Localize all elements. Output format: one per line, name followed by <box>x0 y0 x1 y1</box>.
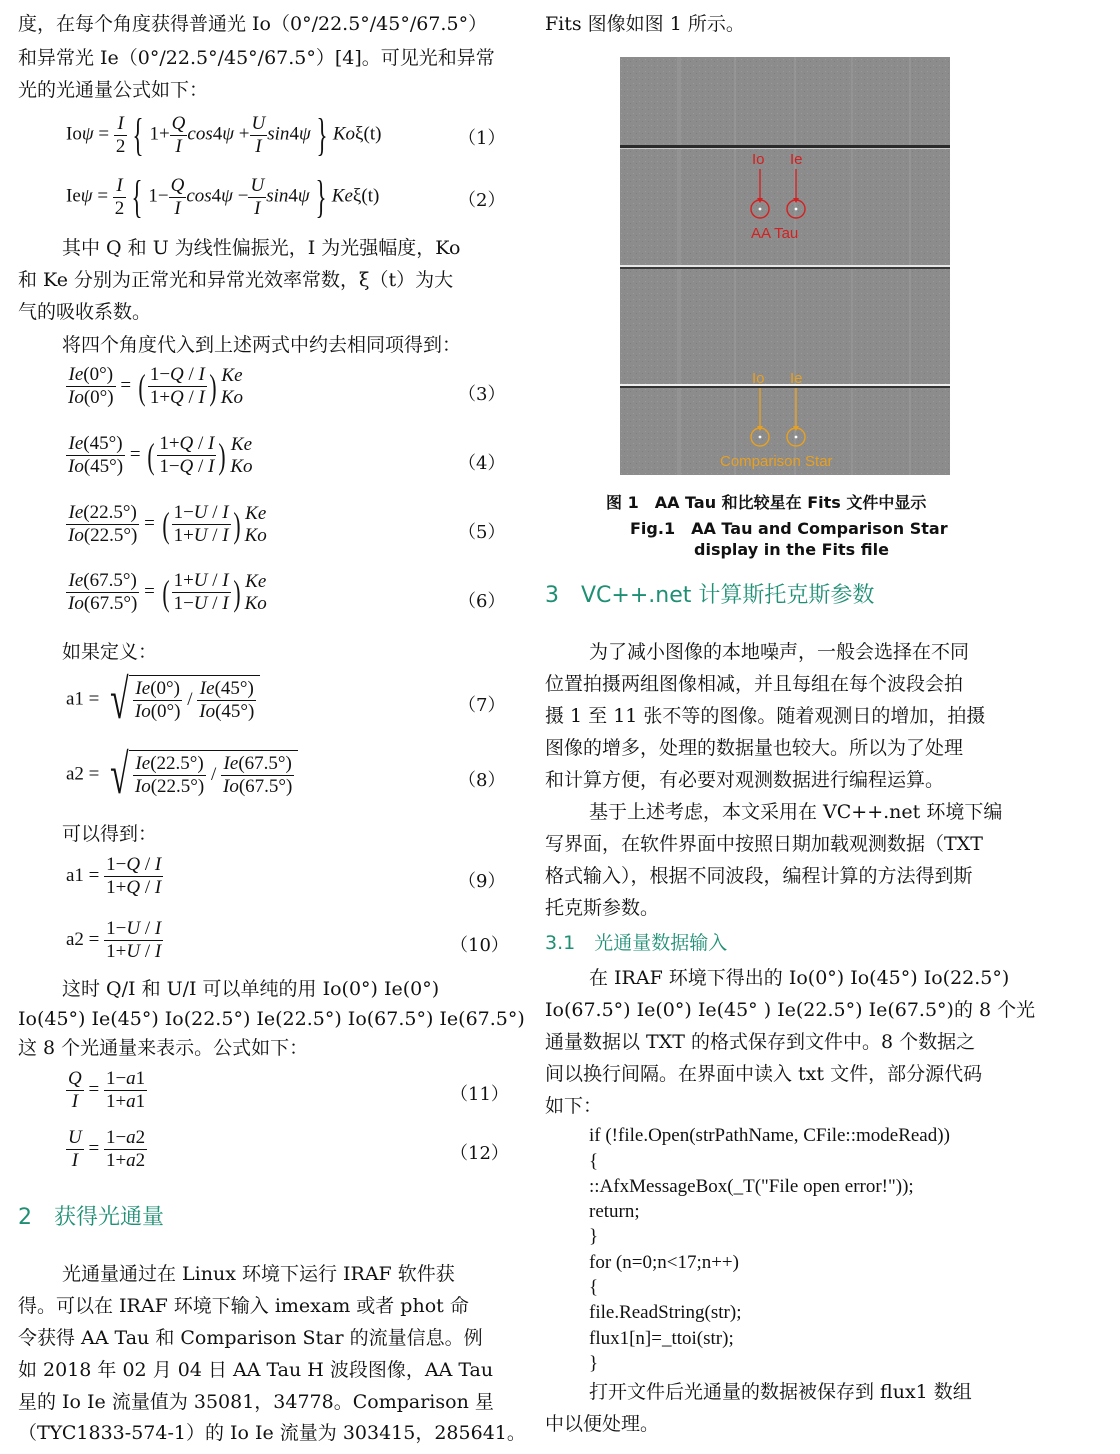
label-io-red: Io <box>752 151 765 168</box>
code-line: if (!file.Open(strPathName, CFile::modeRead)) <box>589 1125 950 1146</box>
text-line: 可以得到： <box>62 823 158 845</box>
label-io-orange: Io <box>752 370 765 387</box>
text-line: 托克斯参数。 <box>545 897 660 919</box>
equation-1: Ioψ = $\frac{I}{2}$ { 1+ $\frac{Q}{I}$ cos4ψ + $\frac{U}{I}$ sin4ψ } Koξ(t) <box>66 109 382 160</box>
label-ie-orange: Ie <box>790 370 803 387</box>
text-line: 和异常光 Ie（0°/22.5°/45°/67.5°）[4]。可见光和异常 <box>18 47 495 69</box>
code-line: flux1[n]=_ttoi(str); <box>589 1328 734 1349</box>
subsection-heading: 3.1 光通量数据输入 <box>545 932 728 954</box>
code-line: for (n=0;n<17;n++) <box>589 1252 739 1273</box>
text-line: 其中 Q 和 U 为线性偏振光，I 为光强幅度，Ko <box>62 237 461 259</box>
equation-number: （6） <box>458 591 506 612</box>
label-aa-tau: AA Tau <box>751 225 799 242</box>
section-heading: 3 VC++.net 计算斯托克斯参数 <box>545 583 875 608</box>
text-line: 如下： <box>545 1095 603 1117</box>
text-line: 基于上述考虑，本文采用在 VC++.net 环境下编 <box>589 801 1003 823</box>
equation-number: （10） <box>450 935 509 956</box>
text-line: 间以换行间隔。在界面中读入 txt 文件，部分源代码 <box>545 1063 983 1085</box>
equation-9: a1 = $\frac{1-Q / I}{1+Q / I}$ <box>66 854 162 898</box>
equation-6: $\frac{Ie(67.5^\circ)}{Io(67.5^\circ)}$ = ( $\frac{1+U / I}{1-U / I}$ ) Ke Ko <box>68 570 267 614</box>
section-heading: 2 获得光通量 <box>18 1205 164 1230</box>
code-line: { <box>589 1277 599 1298</box>
equation-number: （4） <box>458 453 506 474</box>
text-line: 图像的增多，处理的数据量也较大。所以为了处理 <box>545 737 964 759</box>
text-line: Io(67.5°) Ie(0°) Ie(45° ) Ie(22.5°) Ie(67.5°)的 8 个光 <box>545 999 1036 1021</box>
equation-number: （11） <box>450 1084 509 1105</box>
fits-image <box>620 57 950 475</box>
equation-number: （5） <box>458 522 506 543</box>
equation-10: a2 = $\frac{1-U / I}{1+U / I}$ <box>66 918 162 962</box>
text-line: Fits 图像如图 1 所示。 <box>545 13 745 35</box>
text-line: 令获得 AA Tau 和 Comparison Star 的流量信息。例 <box>18 1327 483 1349</box>
code-line: } <box>589 1353 599 1374</box>
text-line: 如果定义： <box>62 641 158 663</box>
text-line: 和计算方便，有必要对观测数据进行编程运算。 <box>545 769 945 791</box>
text-line: 这 8 个光通量来表示。公式如下： <box>18 1037 309 1059</box>
code-line: ::AfxMessageBox(_T("File open error!")); <box>589 1176 914 1197</box>
figure-caption-cn: 图 1 AA Tau 和比较星在 Fits 文件中显示 <box>606 493 927 512</box>
text-line: 光的光通量公式如下： <box>18 79 209 101</box>
text-line: 位置拍摄两组图像相减，并且每组在每个波段会拍 <box>545 673 964 695</box>
code-line: file.ReadString(str); <box>589 1302 742 1323</box>
equation-11: $\frac{Q}{I}$ = $\frac{1-a1}{1+a1}$ <box>68 1068 146 1112</box>
figure-caption-en: display in the Fits file <box>694 540 889 559</box>
equation-3: $\frac{Ie(0^\circ)}{Io(0^\circ)}$ = ( $\frac{1-Q / I}{1+Q / I}$ ) Ke Ko <box>68 364 244 408</box>
text-line: 写界面，在软件界面中按照日期加载观测数据（TXT <box>545 833 983 855</box>
text-line: （TYC1833-574-1）的 Io Ie 流量为 303415，285641。 <box>18 1422 526 1444</box>
equation-number: （2） <box>458 190 506 211</box>
equation-number: （1） <box>458 128 506 149</box>
equation-2: Ieψ = $\frac{I}{2}$ { 1− $\frac{Q}{I}$ cos4ψ − $\frac{U}{I}$ sin4ψ } Keξ(t) <box>66 171 380 222</box>
text-line: 和 Ke 分别为正常光和异常光效率常数，ξ（t）为大 <box>18 269 454 291</box>
equation-4: $\frac{Ie(45^\circ)}{Io(45^\circ)}$ = ( $\frac{1+Q / I}{1-Q / I}$ ) Ke Ko <box>68 433 253 477</box>
equation-number: （8） <box>458 770 506 791</box>
text-line: 在 IRAF 环境下得出的 Io(0°) Io(45°) Io(22.5°) <box>589 967 1010 989</box>
equation-12: $\frac{U}{I}$ = $\frac{1-a2}{1+a2}$ <box>68 1127 146 1171</box>
text-line: 气的吸收系数。 <box>18 301 152 323</box>
label-comparison-star: Comparison Star <box>720 453 833 470</box>
label-ie-red: Ie <box>790 151 803 168</box>
text-line: 这时 Q/I 和 U/I 可以单纯的用 Io(0°) Ie(0°) <box>62 978 440 1000</box>
text-line: 打开文件后光通量的数据被保存到 flux1 数组 <box>589 1381 972 1403</box>
fits-image-figure <box>620 57 950 475</box>
equation-number: （9） <box>458 871 506 892</box>
code-line: return; <box>589 1201 640 1222</box>
equation-number: （7） <box>458 695 506 716</box>
equation-8: a2 = √ $\frac{Ie(22.5^\circ)}{Io(22.5^\circ)}$ / $\frac{Ie(67.5^\circ)}{Io(67.5^\circ)}$ <box>66 747 298 803</box>
code-line: } <box>589 1226 599 1247</box>
equation-number: （12） <box>450 1143 509 1164</box>
equation-7: a1 = √ $\frac{Ie(0^\circ)}{Io(0^\circ)}$ / $\frac{Ie(45^\circ)}{Io(45^\circ)}$ <box>66 672 260 728</box>
text-line: 将四个角度代入到上述两式中约去相同项得到： <box>62 334 462 356</box>
text-line: 为了减小图像的本地噪声，一般会选择在不同 <box>589 641 970 663</box>
text-line: 星的 Io Ie 流量值为 35081，34778。Comparison 星 <box>18 1391 494 1413</box>
equation-number: （3） <box>458 384 506 405</box>
text-line: Io(45°) Ie(45°) Io(22.5°) Ie(22.5°) Io(67.5°) Ie(67.5°) <box>18 1008 525 1030</box>
text-line: 度，在每个角度获得普通光 Io（0°/22.5°/45°/67.5°） <box>18 13 488 35</box>
text-line: 通量数据以 TXT 的格式保存到文件中。8 个数据之 <box>545 1031 976 1053</box>
text-line: 摄 1 至 11 张不等的图像。随着观测日的增加，拍摄 <box>545 705 986 727</box>
text-line: 如 2018 年 02 月 04 日 AA Tau H 波段图像，AA Tau <box>18 1359 494 1381</box>
equation-5: $\frac{Ie(22.5^\circ)}{Io(22.5^\circ)}$ = ( $\frac{1-U / I}{1+U / I}$ ) Ke Ko <box>68 502 267 546</box>
text-line: 得。可以在 IRAF 环境下输入 imexam 或者 phot 命 <box>18 1295 469 1317</box>
text-line: 中以便处理。 <box>545 1413 660 1435</box>
code-line: { <box>589 1151 599 1172</box>
text-line: 光通量通过在 Linux 环境下运行 IRAF 软件获 <box>62 1263 455 1285</box>
text-line: 格式输入），根据不同波段，编程计算的方法得到斯 <box>545 865 973 887</box>
figure-caption-en: Fig.1 AA Tau and Comparison Star <box>630 519 948 538</box>
